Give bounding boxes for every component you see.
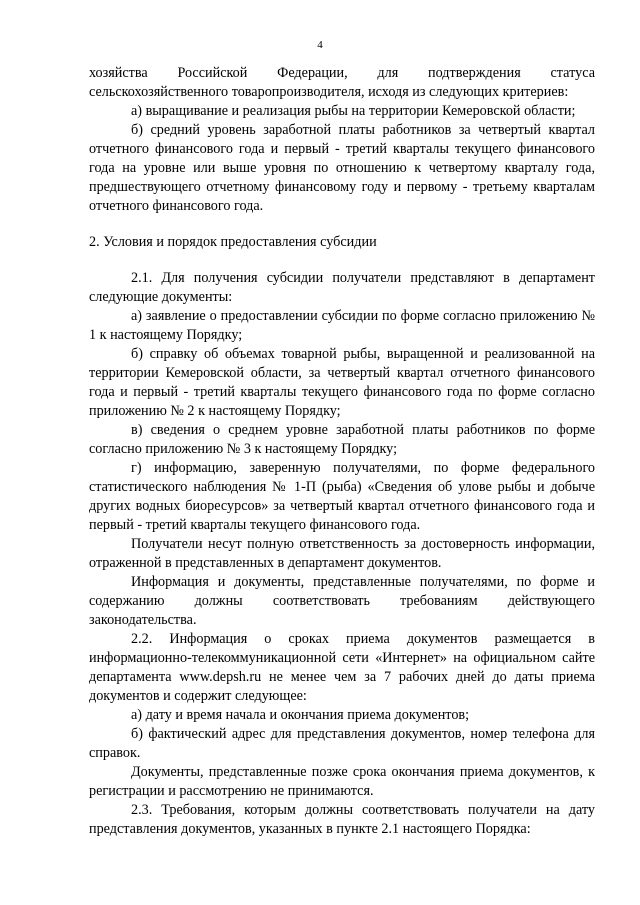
clause-2-2-item-a: а) дату и время начала и окончания приема документов; (131, 707, 470, 723)
clause-2-1-item-a: а) заявление о предоставлении субсидии по форме согласно приложению № 1 к настоящему Порядку; (89, 308, 595, 343)
clause-2-1: 2.1. Для получения субсидии получатели представляют в департамент следующие документы: (89, 270, 595, 305)
document-body (89, 64, 595, 839)
page-number: 4 (317, 39, 323, 51)
responsibility-paragraph: Получатели несут полную ответственность за достоверность информации, отраженной в представленных в департамент документов. (89, 536, 595, 571)
late-documents-paragraph: Документы, представленные позже срока окончания приема документов, к регистрации и рассмотрению не принимаются. (89, 764, 595, 799)
intro-lead-paragraph: хозяйства Российской Федерации, для подтверждения статуса сельскохозяйственного товаропроизводителя, исходя из следующих критериев: (89, 65, 595, 100)
criterion-b: б) средний уровень заработной платы работников за четвертый квартал отчетного финансового года и первый - третий кварталы текущего финансового года на уровне или выше уровня по отношению к четвертому кварталу года, предшествующего отчетному финансовому году и первому - третьему кварталам отчетного финансового года. (89, 122, 595, 214)
section-heading: 2. Условия и порядок предоставления субсидии (89, 234, 377, 250)
clause-2-3: 2.3. Требования, которым должны соответствовать получатели на дату представления документов, указанных в пункте 2.1 настоящего Порядка: (89, 802, 595, 837)
clause-2-2: 2.2. Информация о сроках приема документов размещается в информационно-телекоммуникационной сети «Интернет» на официальном сайте департамента www.depsh.ru не менее чем за 7 рабочих дней до даты приема документов и содержит следующее: (89, 631, 595, 704)
requirements-paragraph: Информация и документы, представленные получателями, по форме и содержанию должны соответствовать требованиям действующего законодательства. (89, 574, 595, 628)
clause-2-1-item-b: б) справку об объемах товарной рыбы, выращенной и реализованной на территории Кемеровской области, за четвертый квартал отчетного финансового года и первый - третий кварталы текущего финансового года по форме согласно приложению № 2 к настоящему Порядку; (89, 346, 595, 419)
clause-2-2-item-b: б) фактический адрес для представления документов, номер телефона для справок. (89, 726, 595, 761)
criterion-a: а) выращивание и реализация рыбы на территории Кемеровской области; (131, 103, 576, 119)
clause-2-1-item-v: в) сведения о среднем уровне заработной платы работников по форме согласно приложению № 3 к настоящему Порядку; (89, 422, 595, 457)
clause-2-1-item-g: г) информацию, заверенную получателями, по форме федерального статистического наблюдения № 1-П (рыба) «Сведения об улове рыбы и добыче других водных биоресурсов» за четвертый квартал отчетного финансового года и первый - третий кварталы текущего финансового года. (89, 460, 595, 533)
